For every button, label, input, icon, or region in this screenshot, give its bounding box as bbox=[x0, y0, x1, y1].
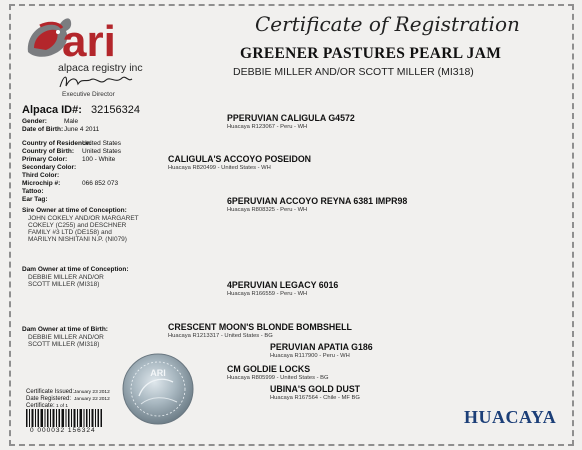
pedigree-dam-dam-dam-name: UBINA'S GOLD DUST bbox=[270, 384, 361, 394]
owner-line: DEBBIE MILLER AND/OR SCOTT MILLER (MI318) bbox=[233, 66, 474, 78]
birth-country-value: United States bbox=[82, 148, 122, 155]
alpaca-id-value: 32156324 bbox=[91, 104, 140, 116]
ear-tag-label: Ear Tag: bbox=[22, 196, 48, 203]
pedigree-sire-details: Huacaya R820499 - United States - WH bbox=[168, 165, 271, 171]
pedigree-sire-sire-name: PPERUVIAN CALIGULA G4572 bbox=[227, 113, 355, 123]
pedigree-sire-dam-name: 6PERUVIAN ACCOYO REYNA 6381 IMPR98 bbox=[227, 196, 408, 206]
alpaca-id-label: Alpaca ID#: bbox=[22, 104, 82, 116]
pedigree-dam-sire-details: Huacaya R166559 - Peru - WH bbox=[227, 291, 308, 297]
third-color-label: Third Color: bbox=[22, 172, 60, 179]
signature-icon bbox=[56, 72, 134, 92]
gender-label: Gender: bbox=[22, 118, 47, 125]
pedigree-dam-dam-sire-details: Huacaya R117900 - Peru - WH bbox=[270, 353, 350, 359]
barcode-number: 0 000032 156324 bbox=[30, 427, 96, 434]
dob-label: Date of Birth: bbox=[22, 126, 64, 133]
pedigree-dam-name: CRESCENT MOON'S BLONDE BOMBSHELL bbox=[168, 322, 352, 332]
sire-owner-label: Sire Owner at time of Conception: bbox=[22, 207, 127, 214]
birth-owner-label: Dam Owner at time of Birth: bbox=[22, 326, 108, 333]
breed-stamp: HUACAYA bbox=[464, 407, 557, 427]
ari-logo-icon bbox=[24, 14, 149, 64]
barcode-icon bbox=[26, 409, 102, 427]
birth-country-label: Country of Birth: bbox=[22, 148, 74, 155]
microchip-value: 066 852 073 bbox=[82, 180, 119, 187]
issued-label: Certificate Issued: bbox=[26, 389, 75, 395]
residence-value: United States bbox=[82, 140, 122, 147]
primary-color-value: 100 - White bbox=[82, 156, 116, 163]
sire-owner-line: FAMILY #3 LTD (DE158) and bbox=[28, 229, 112, 236]
animal-name: GREENER PASTURES PEARL JAM bbox=[240, 45, 502, 62]
pedigree-dam-details: Huacaya R1213317 - United States - BG bbox=[168, 333, 273, 339]
pedigree-sire-dam-details: Huacaya R808325 - Peru - WH bbox=[227, 207, 308, 213]
dam-owner-line: SCOTT MILLER (MI318) bbox=[28, 281, 100, 288]
registered-label: Date Registered: bbox=[26, 396, 72, 402]
hologram-seal-icon bbox=[121, 352, 195, 426]
gender-value: Male bbox=[64, 118, 79, 125]
svg-text:ari: ari bbox=[62, 17, 116, 64]
tattoo-label: Tattoo: bbox=[22, 188, 44, 195]
sire-owner-line: COKELY (C255) and DESCHNER bbox=[28, 222, 127, 229]
dob-value: June 4 2011 bbox=[64, 126, 100, 133]
pedigree-sire-sire-details: Huacaya R123067 - Peru - WH bbox=[227, 124, 308, 130]
pedigree-dam-sire-name: 4PERUVIAN LEGACY 6016 bbox=[227, 280, 339, 290]
certificate-count-label: Certificate: bbox=[26, 403, 55, 409]
certificate-count-value: 1 of 1 bbox=[56, 404, 69, 409]
pedigree-dam-dam-details: Huacaya R805999 - United States - BG bbox=[227, 375, 329, 381]
dam-owner-line: DEBBIE MILLER AND/OR bbox=[28, 274, 104, 281]
pedigree-dam-dam-name: CM GOLDIE LOCKS bbox=[227, 364, 311, 374]
pedigree-dam-dam-sire-name: PERUVIAN APATIA G186 bbox=[270, 342, 373, 352]
dam-owner-label: Dam Owner at time of Conception: bbox=[22, 266, 129, 273]
sire-owner-line: JOHN COKELY AND/OR MARGARET bbox=[28, 215, 139, 222]
pedigree-sire-name: CALIGULA'S ACCOYO POSEIDON bbox=[168, 154, 312, 164]
svg-text:ARI: ARI bbox=[150, 368, 166, 378]
birth-owner-line: DEBBIE MILLER AND/OR bbox=[28, 334, 104, 341]
birth-owner-line: SCOTT MILLER (MI318) bbox=[28, 341, 100, 348]
signature-role: Executive Director bbox=[62, 91, 115, 98]
issued-value: January 23 2012 bbox=[74, 390, 110, 395]
secondary-color-label: Secondary Color: bbox=[22, 164, 77, 171]
sire-owner-line: MARILYN NISHITANI N.P. (NI079) bbox=[28, 236, 127, 243]
pedigree-dam-dam-dam-details: Huacaya R167564 - Chile - MF BG bbox=[270, 395, 360, 401]
residence-label: Country of Residence: bbox=[22, 140, 92, 147]
registry-name: alpaca registry inc bbox=[58, 62, 143, 74]
registered-value: January 22 2012 bbox=[74, 397, 110, 402]
primary-color-label: Primary Color: bbox=[22, 156, 68, 163]
certificate-title: Certificate of Registration bbox=[255, 12, 520, 36]
microchip-label: Microchip #: bbox=[22, 180, 61, 187]
